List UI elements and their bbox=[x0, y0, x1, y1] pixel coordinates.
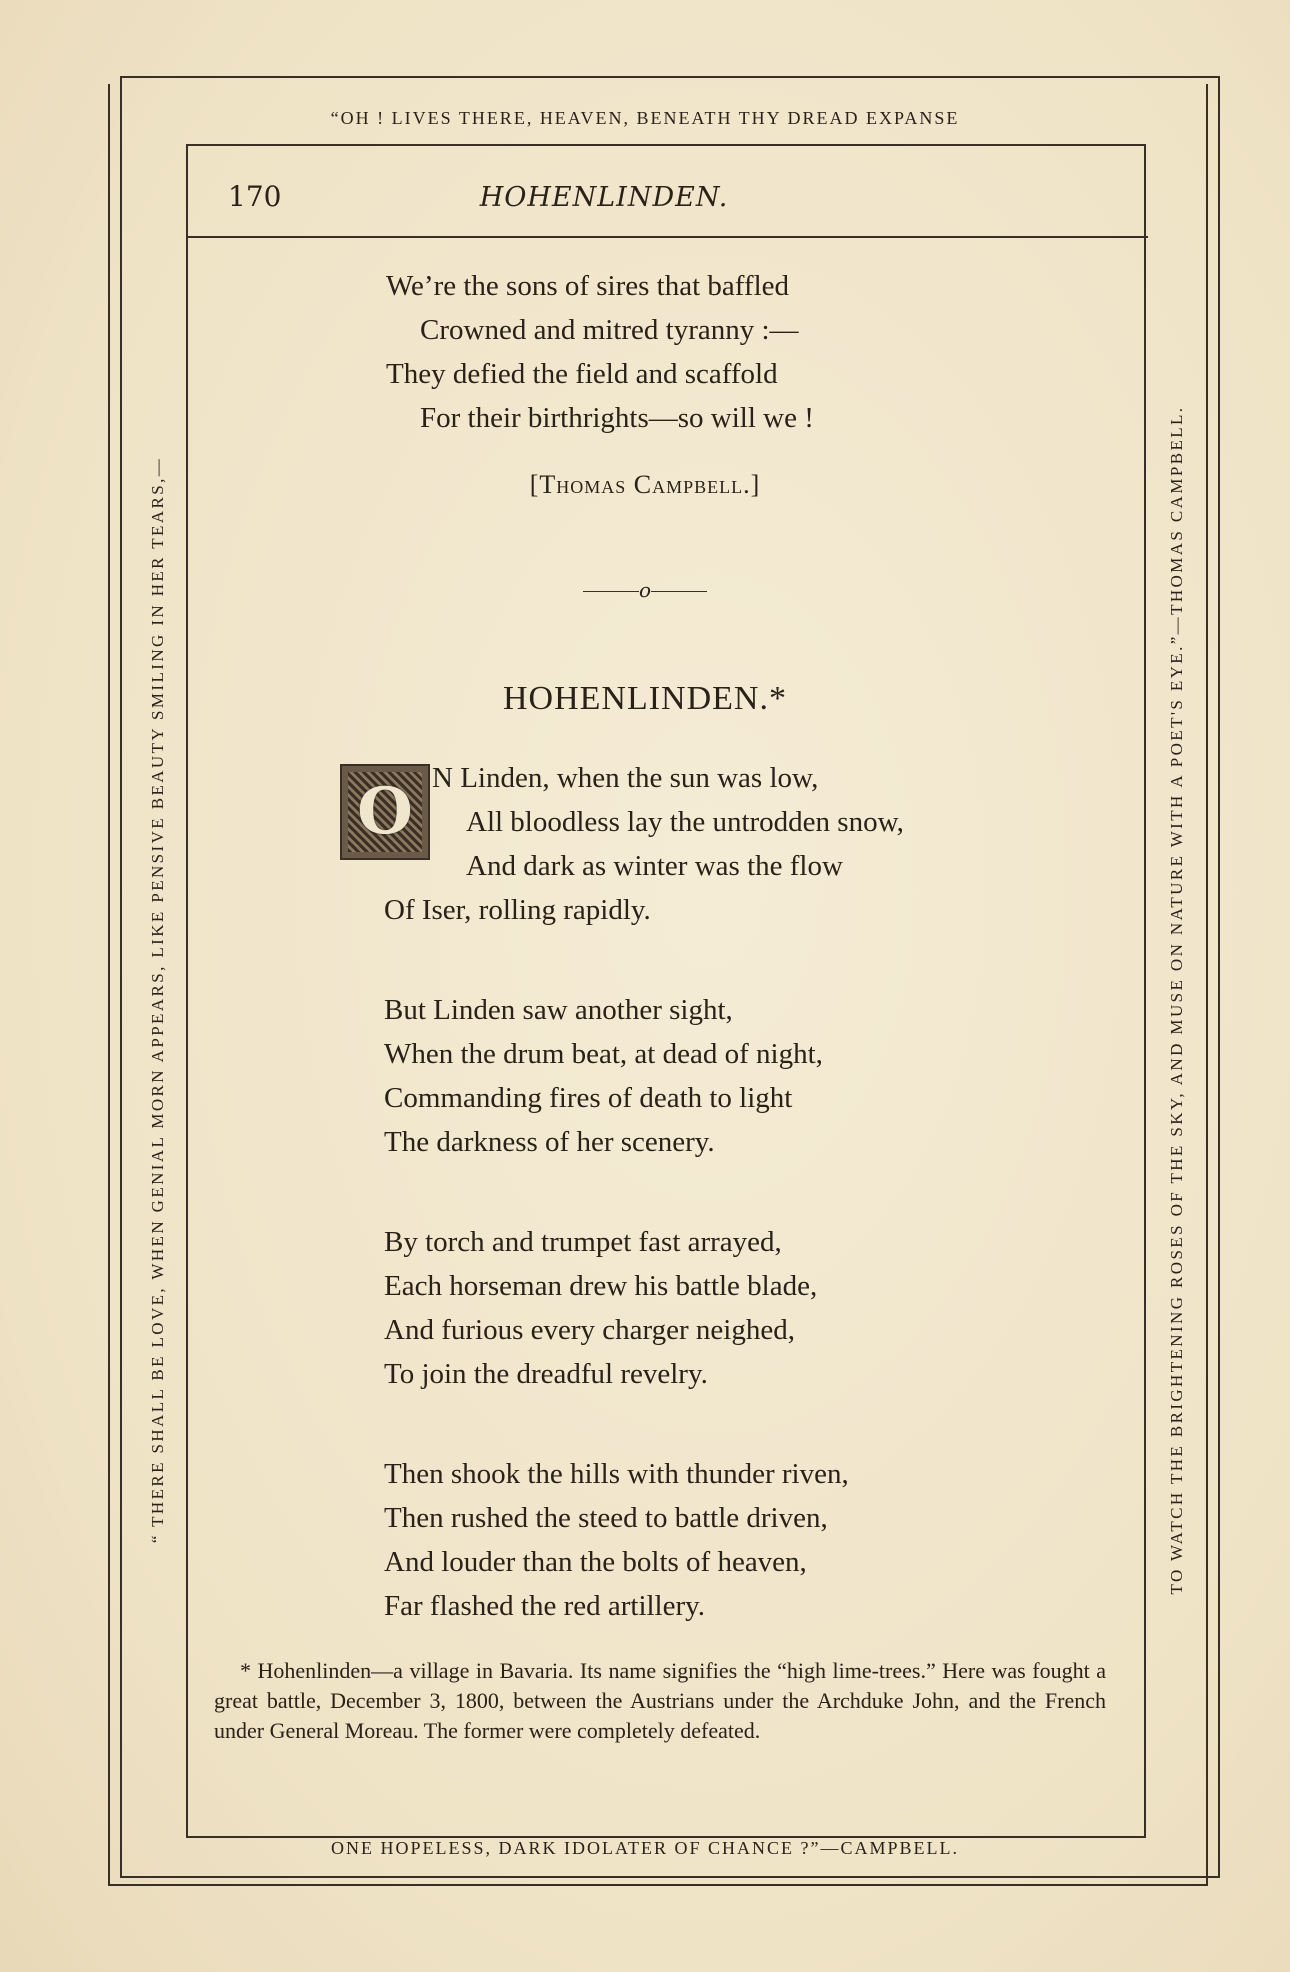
attribution bbox=[0, 470, 1290, 500]
verse-line: For their birthrights—so will we ! bbox=[420, 402, 814, 434]
drop-cap-letter: O bbox=[357, 774, 413, 849]
verse-line: By torch and trumpet fast arrayed, bbox=[384, 1226, 782, 1258]
section-divider bbox=[0, 578, 1290, 602]
footnote-text: Hohenlinden—a village in Bavaria. Its name signifies the “high lime-trees.” Here was fought a great battle, December 3, 1800, between the Austrians under the Archduke John, and the French under General Moreau. The former were completely defeated. bbox=[214, 1658, 1106, 1743]
poem-title: HOHENLINDEN.* bbox=[502, 680, 787, 717]
verse-line: When the drum beat, at dead of night, bbox=[384, 1038, 823, 1070]
verse-line: Commanding fires of death to light bbox=[384, 1082, 793, 1114]
running-head: HOHENLINDEN. bbox=[479, 182, 729, 213]
footnote bbox=[214, 1656, 1106, 1746]
verse-line: Crowned and mitred tyranny :— bbox=[420, 314, 799, 346]
verse-line: They defied the field and scaffold bbox=[386, 358, 778, 390]
verse-line: Far flashed the red artillery. bbox=[384, 1590, 706, 1622]
verse-line: Each horseman drew his battle blade, bbox=[384, 1270, 818, 1302]
verse-line: And dark as winter was the flow bbox=[466, 850, 843, 882]
page-number: 170 bbox=[228, 180, 282, 213]
outer-border-line-left bbox=[108, 84, 110, 1886]
verse-line: But Linden saw another sight, bbox=[384, 994, 733, 1026]
attribution-close-bracket: ] bbox=[750, 470, 761, 499]
verse-line: And louder than the bolts of heaven, bbox=[384, 1546, 807, 1578]
verse-line: Then shook the hills with thunder riven, bbox=[384, 1458, 849, 1490]
verse-line: All bloodless lay the untrodden snow, bbox=[466, 806, 904, 838]
footnote-marker: * bbox=[240, 1658, 251, 1683]
inner-frame bbox=[186, 144, 1146, 1838]
divider-ornament: o bbox=[638, 578, 652, 602]
page-header bbox=[188, 180, 1140, 220]
verse-line: The darkness of her scenery. bbox=[384, 1126, 715, 1158]
verse-line: Of Iser, rolling rapidly. bbox=[384, 894, 651, 926]
attribution-open-bracket: [ bbox=[529, 470, 540, 499]
border-quote-right: TO WATCH THE BRIGHTENING ROSES OF THE SKY, AND MUSE ON NATURE WITH A POET'S EYE.”—THOMAS CAMPBELL. bbox=[1167, 405, 1186, 1595]
attribution-author: Thomas Campbell. bbox=[539, 470, 751, 499]
verse-line: Then rushed the steed to battle driven, bbox=[384, 1502, 828, 1534]
border-quote-bottom: ONE HOPELESS, DARK IDOLATER OF CHANCE ?”—CAMPBELL. bbox=[330, 1838, 959, 1858]
border-quote-top: “OH ! LIVES THERE, HEAVEN, BENEATH THY DREAD EXPANSE bbox=[330, 108, 960, 128]
header-rule bbox=[188, 236, 1148, 238]
verse-line: N Linden, when the sun was low, bbox=[432, 762, 819, 794]
border-quote-left: “ THERE SHALL BE LOVE, WHEN GENIAL MORN APPEARS, LIKE PENSIVE BEAUTY SMILING IN HER TEARS,— bbox=[148, 456, 167, 1544]
verse-line: We’re the sons of sires that baffled bbox=[386, 270, 789, 302]
verse-line: To join the dreadful revelry. bbox=[384, 1358, 708, 1390]
ornamental-drop-cap bbox=[340, 764, 430, 860]
outer-border-line-bottom bbox=[108, 1884, 1208, 1886]
verse-line: And furious every charger neighed, bbox=[384, 1314, 795, 1346]
